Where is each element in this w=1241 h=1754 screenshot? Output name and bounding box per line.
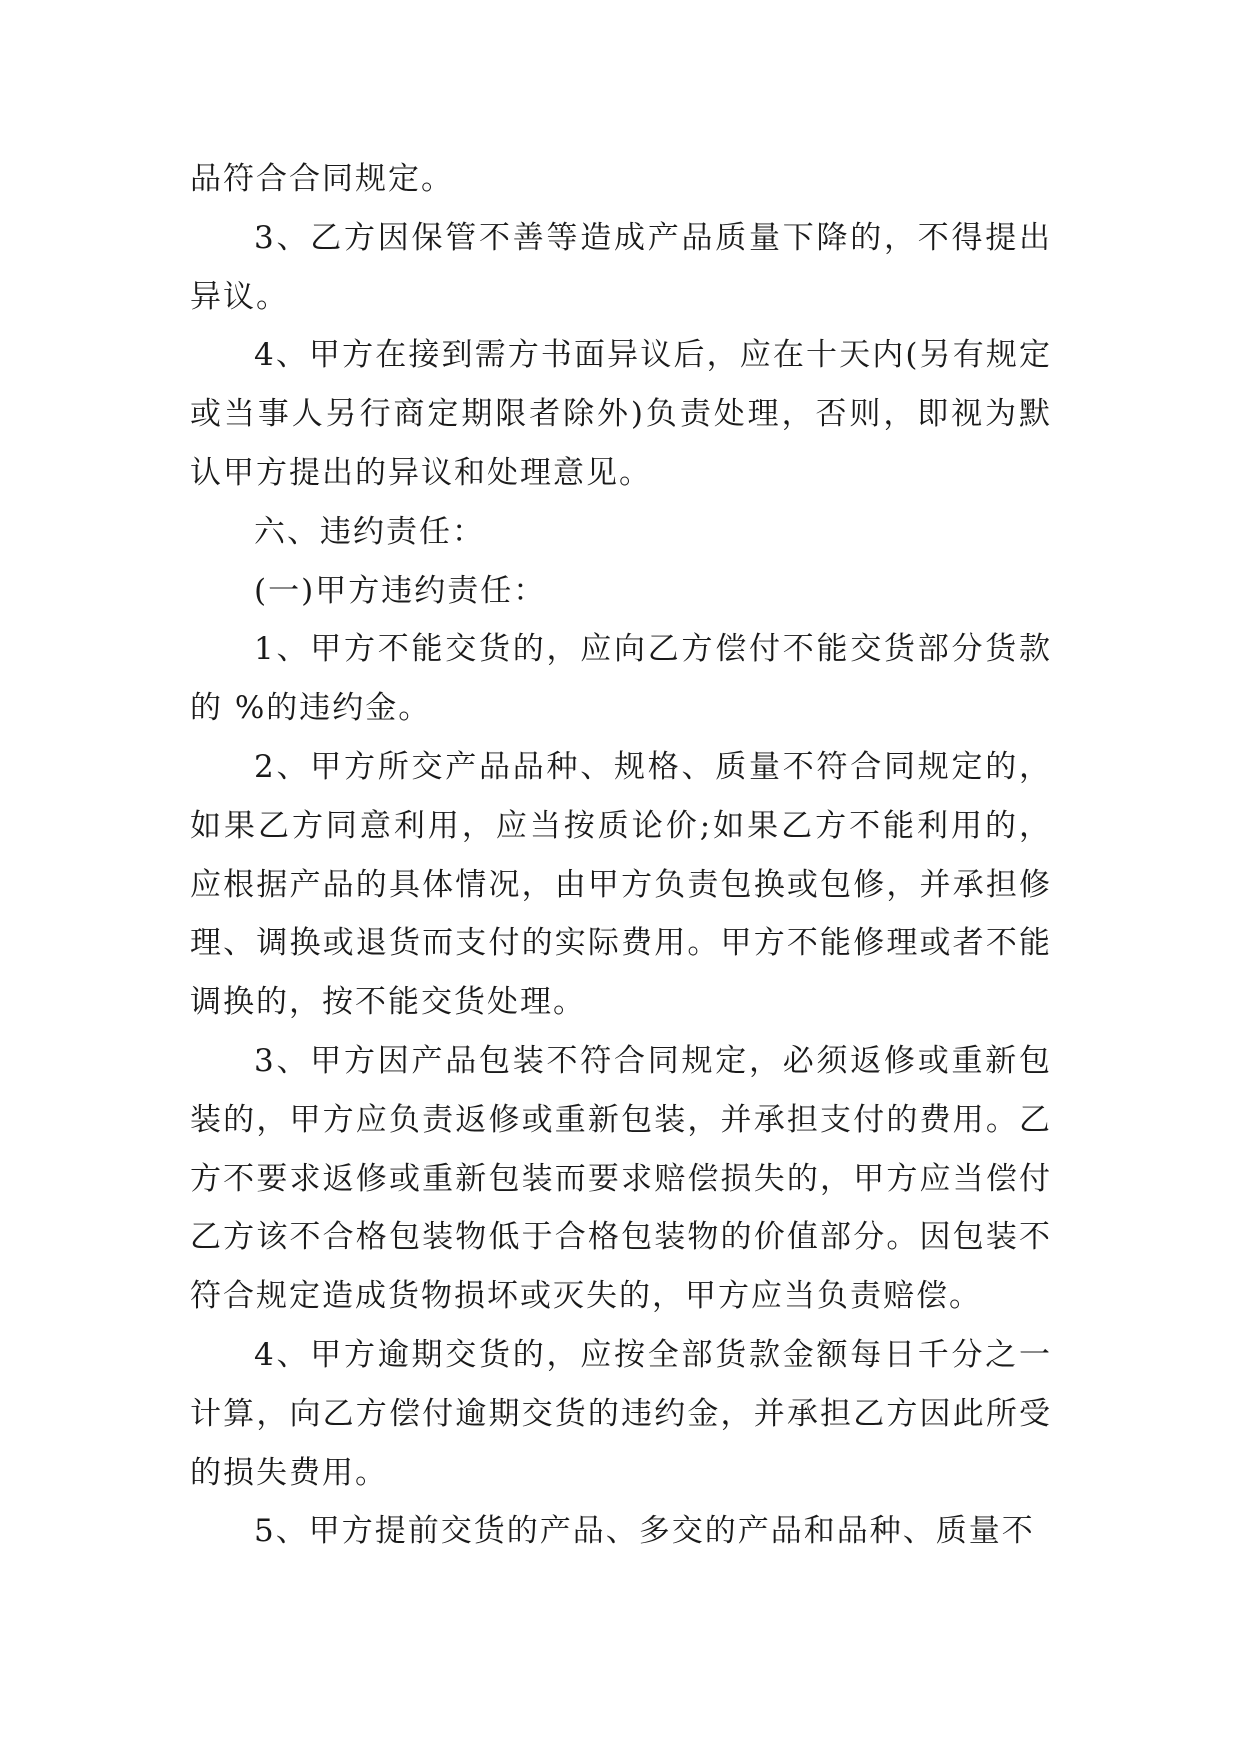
paragraph-continuation: 品符合合同规定。 [190,161,454,197]
paragraph-clause-3-storage: 3、乙方因保管不善等造成产品质量下降的，不得提出异议。 [190,219,1052,315]
subsection-heading-party-a: (一)甲方违约责任： [254,572,547,609]
document-body [190,150,1052,1561]
paragraph-clause-2-quality: 2、甲方所交产品品种、规格、质量不符合同规定的，如果乙方同意利用，应当按质论价;如果乙方不能利用的，应根据产品的具体情况，由甲方负责包换或包修，并承担修理、调换或退货而支付的实际费用。甲方不能修理或者不能调换的，按不能交货处理。 [190,748,1052,1021]
paragraph-clause-3-packaging: 3、甲方因产品包装不符合同规定，必须返修或重新包装的，甲方应负责返修或重新包装，并承担支付的费用。乙方不要求返修或重新包装而要求赔偿损失的，甲方应当偿付乙方该不合格包装物低于合格包装物的价值部分。因包装不符合规定造成货物损坏或灭失的，甲方应当负责赔偿。 [190,1042,1052,1315]
section-heading-liability: 六、违约责任： [254,513,485,550]
paragraph-clause-4-objection: 4、甲方在接到需方书面异议后，应在十天内(另有规定或当事人另行商定期限者除外)负责处理，否则，即视为默认甲方提出的异议和处理意见。 [190,337,1052,491]
paragraph-clause-1-nondelivery: 1、甲方不能交货的，应向乙方偿付不能交货部分货款的 %的违约金。 [190,631,1052,727]
paragraph-clause-4-late-delivery: 4、甲方逾期交货的，应按全部货款金额每日千分之一计算，向乙方偿付逾期交货的违约金，并承担乙方因此所受的损失费用。 [190,1336,1052,1491]
paragraph-clause-5-early-delivery: 5、甲方提前交货的产品、多交的产品和品种、质量不 [254,1513,1035,1550]
